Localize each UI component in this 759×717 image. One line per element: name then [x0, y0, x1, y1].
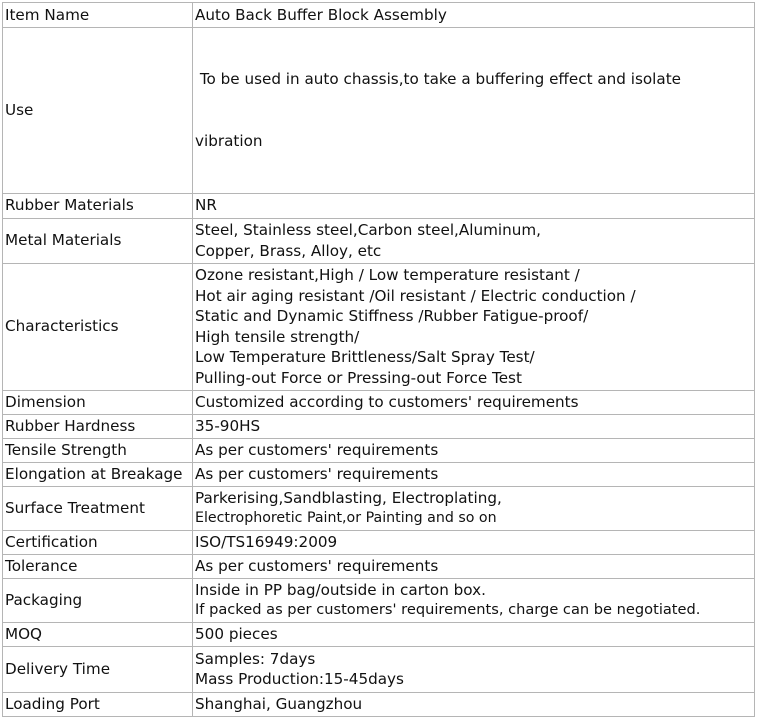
spec-label: Rubber Hardness — [3, 414, 193, 438]
spec-row-certification — [3, 530, 755, 554]
spec-row-delivery-time — [3, 646, 755, 692]
spec-row-characteristics — [3, 263, 755, 390]
spec-value-line: Customized according to customers' requirements — [195, 392, 579, 411]
spec-label: Characteristics — [3, 263, 193, 390]
spec-value — [193, 530, 755, 554]
spec-label: Item Name — [3, 3, 193, 28]
spec-label: Surface Treatment — [3, 486, 193, 530]
spec-value — [193, 263, 755, 390]
spec-value — [193, 438, 755, 462]
spec-value — [193, 462, 755, 486]
spec-value-line: vibration — [195, 131, 263, 150]
spec-value-line: Auto Back Buffer Block Assembly — [195, 5, 447, 24]
spec-row-tensile-strength — [3, 438, 755, 462]
spec-label: Dimension — [3, 390, 193, 414]
spec-value-line: NR — [195, 196, 217, 215]
spec-value-line: Parkerising,Sandblasting, Electroplating, — [195, 488, 502, 507]
spec-value-line: Samples: 7days — [195, 649, 316, 668]
spec-value — [193, 578, 755, 622]
spec-value-line: High tensile strength/ — [195, 327, 360, 346]
spec-label: MOQ — [3, 622, 193, 646]
spec-value-line: Inside in PP bag/outside in carton box. — [195, 580, 486, 599]
spec-label: Elongation at Breakage — [3, 462, 193, 486]
spec-row-loading-port — [3, 692, 755, 716]
spec-row-rubber-hardness — [3, 414, 755, 438]
spec-value — [193, 3, 755, 28]
spec-value-line: Static and Dynamic Stiffness /Rubber Fatigue-proof/ — [195, 307, 589, 326]
spec-value-line: 35-90HS — [195, 416, 261, 435]
spec-label: Metal Materials — [3, 218, 193, 263]
spec-row-metal-materials — [3, 218, 755, 263]
spec-label: Certification — [3, 530, 193, 554]
spec-value-line: Low Temperature Brittleness/Salt Spray Test/ — [195, 348, 535, 367]
spec-row-moq — [3, 622, 755, 646]
spec-value — [193, 193, 755, 218]
spec-value — [193, 622, 755, 646]
spec-value-line: As per customers' requirements — [195, 440, 439, 459]
spec-value-line: Copper, Brass, Alloy, etc — [195, 241, 382, 260]
spec-value-line: Ozone resistant,High / Low temperature resistant / — [195, 265, 580, 284]
product-spec-table — [2, 2, 755, 717]
spec-label: Tensile Strength — [3, 438, 193, 462]
spec-row-dimension — [3, 390, 755, 414]
spec-value-line: Pulling-out Force or Pressing-out Force Test — [195, 368, 522, 387]
spec-value — [193, 414, 755, 438]
spec-value-line: As per customers' requirements — [195, 464, 439, 483]
spec-row-use — [3, 28, 755, 194]
spec-value-line: As per customers' requirements — [195, 556, 439, 575]
spec-value-line: Shanghai, Guangzhou — [195, 694, 363, 713]
spec-row-item-name — [3, 3, 755, 28]
spec-value-line: 500 pieces — [195, 624, 278, 643]
spec-value — [193, 646, 755, 692]
spec-value-line: Hot air aging resistant /Oil resistant / Electric conduction / — [195, 286, 636, 305]
spec-row-elongation — [3, 462, 755, 486]
spec-value — [193, 692, 755, 716]
spec-row-packaging — [3, 578, 755, 622]
spec-label: Loading Port — [3, 692, 193, 716]
spec-label: Tolerance — [3, 554, 193, 578]
spec-value — [193, 28, 755, 194]
spec-row-tolerance — [3, 554, 755, 578]
spec-value-line: To be used in auto chassis,to take a buffering effect and isolate — [195, 70, 682, 89]
spec-row-rubber-materials — [3, 193, 755, 218]
spec-value — [193, 390, 755, 414]
spec-label: Delivery Time — [3, 646, 193, 692]
spec-value — [193, 486, 755, 530]
spec-row-surface-treatment — [3, 486, 755, 530]
spec-value-line: ISO/TS16949:2009 — [195, 532, 338, 551]
spec-value-line: Mass Production:15-45days — [195, 670, 404, 689]
spec-label: Use — [3, 28, 193, 194]
spec-value — [193, 218, 755, 263]
spec-value-line: Electrophoretic Paint,or Painting and so on — [195, 510, 497, 527]
spec-label: Rubber Materials — [3, 193, 193, 218]
spec-value-line: If packed as per customers' requirements, charge can be negotiated. — [195, 601, 701, 619]
spec-value — [193, 554, 755, 578]
spec-label: Packaging — [3, 578, 193, 622]
spec-value-line: Steel, Stainless steel,Carbon steel,Aluminum, — [195, 221, 541, 240]
